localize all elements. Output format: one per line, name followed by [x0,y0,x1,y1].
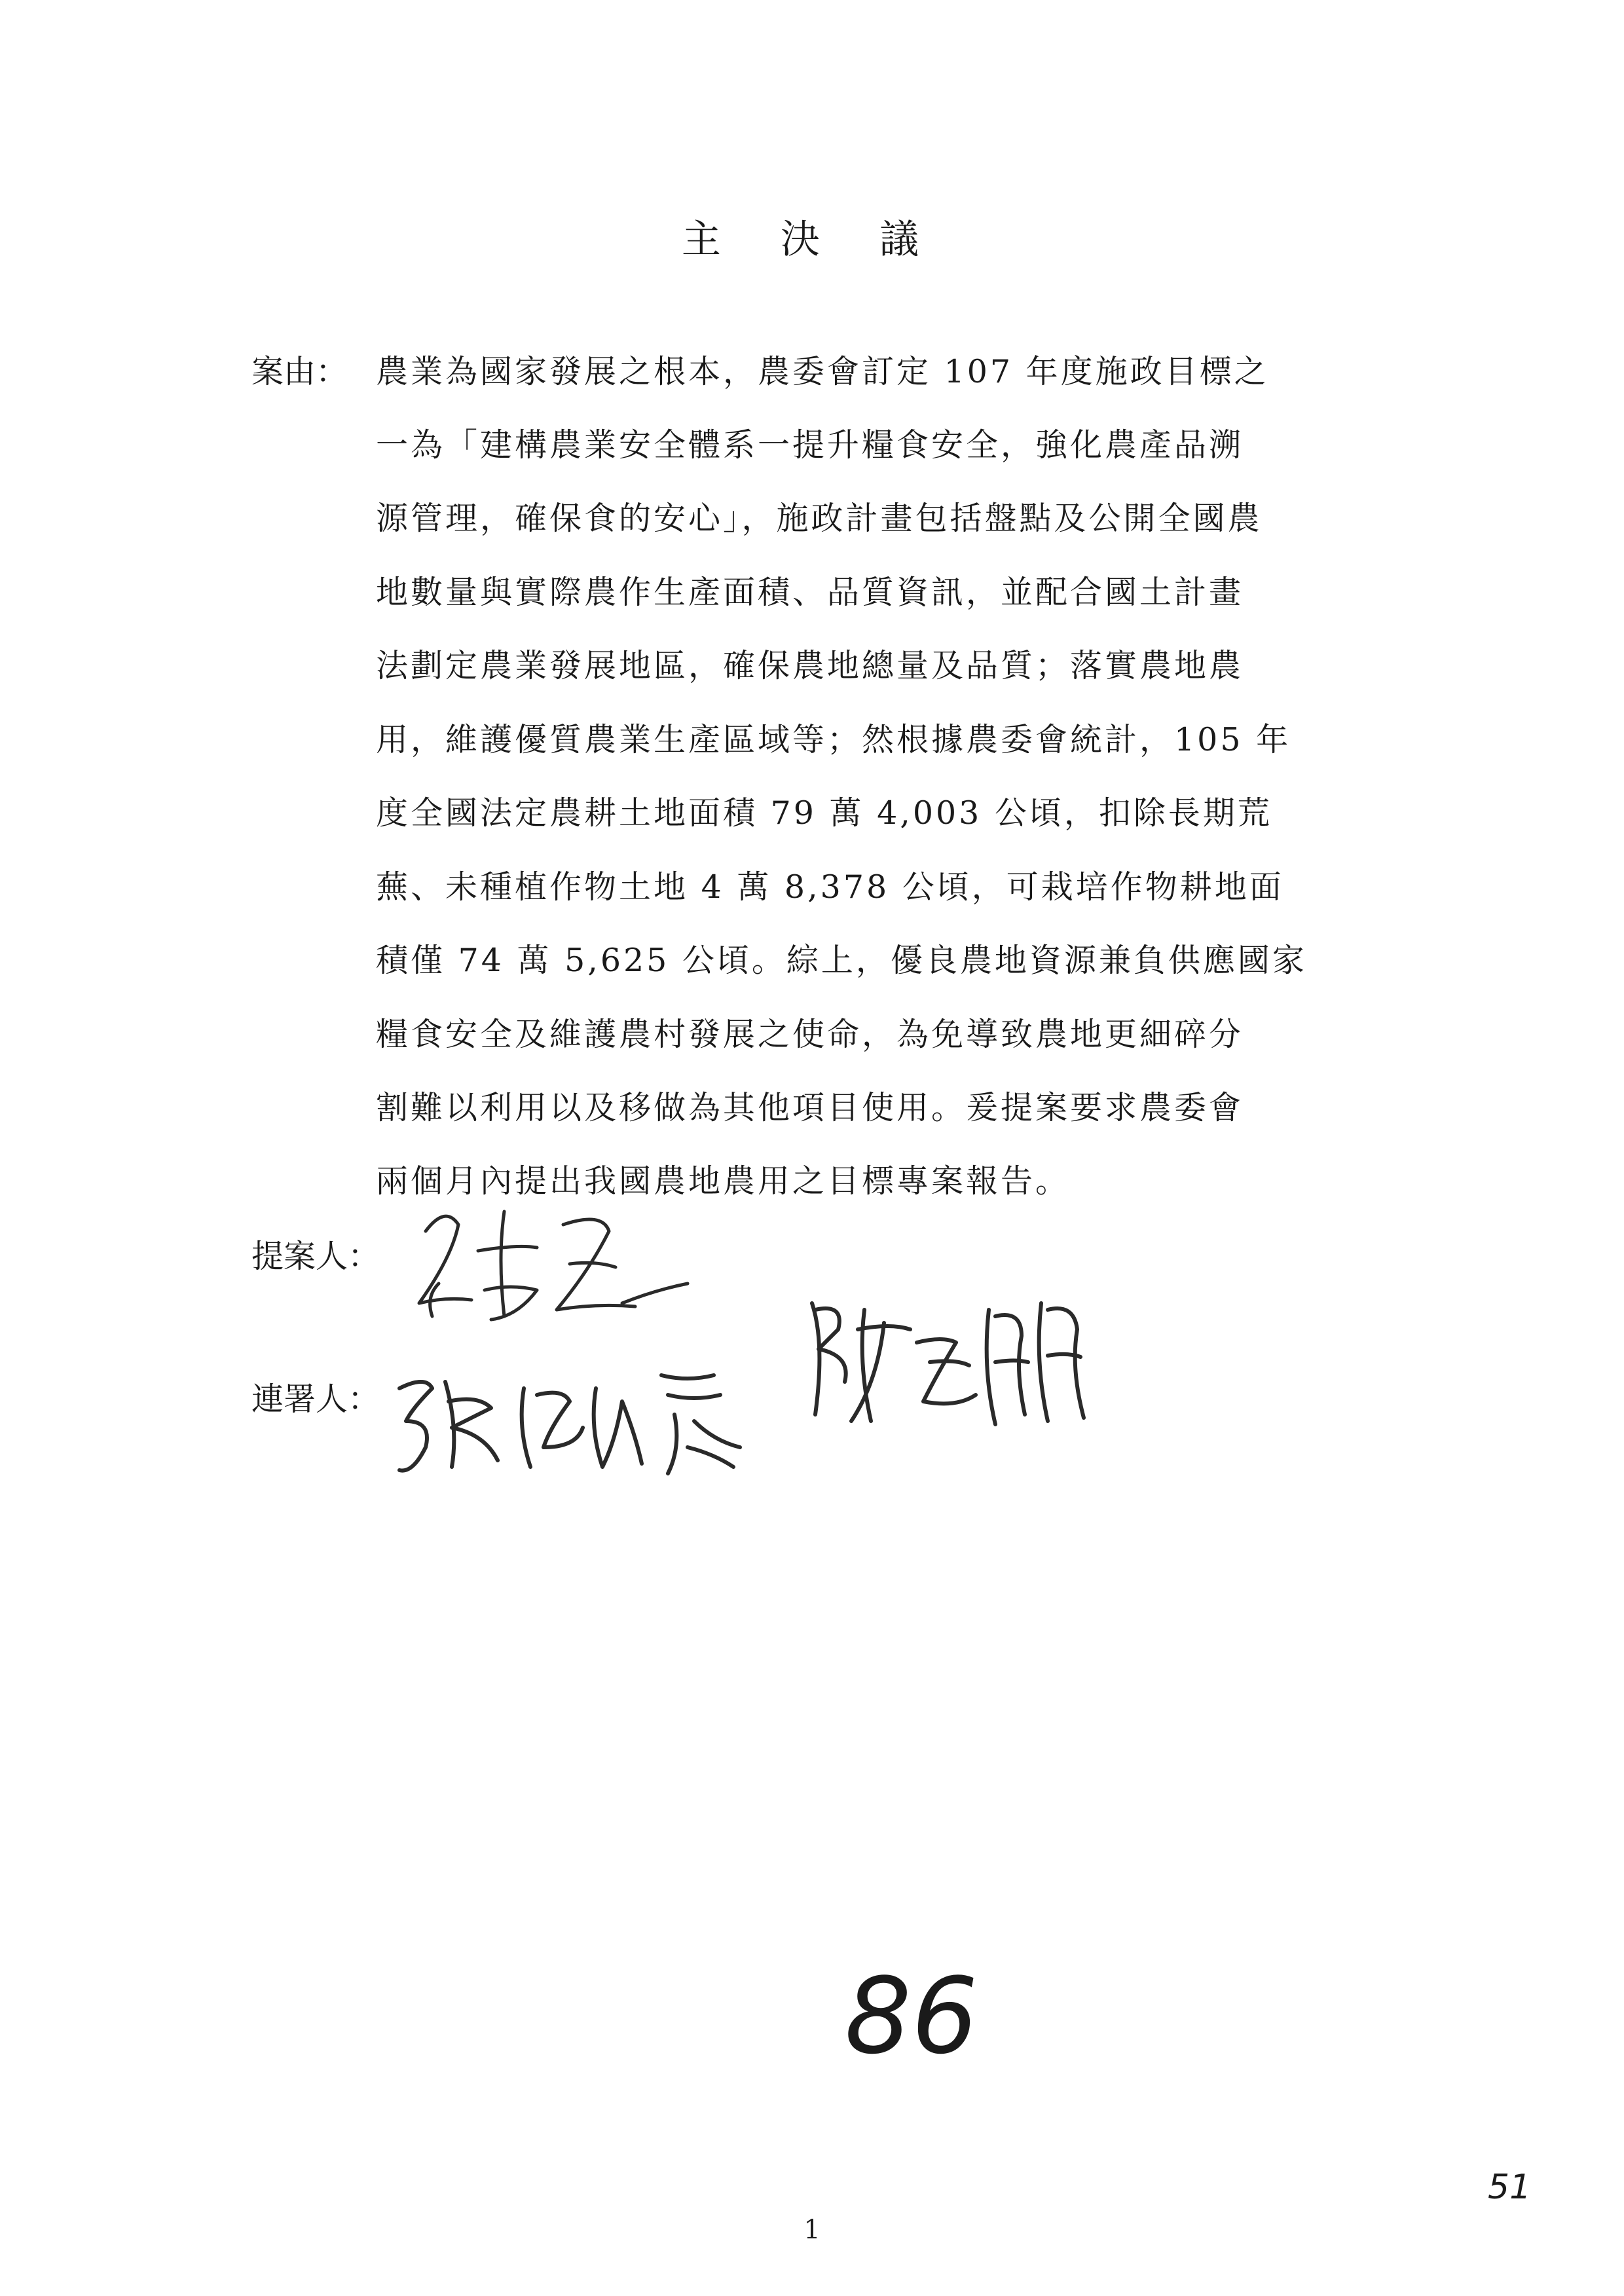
cosigner-signature-2 [799,1284,1100,1434]
case-label: 案由： [251,353,348,390]
case-line: 積僅 74 萬 5,625 公頃。綜上，優良農地資源兼負供應國家 [376,942,1307,979]
case-line: 度全國法定農耕土地面積 79 萬 4,003 公頃，扣除長期荒 [376,794,1272,832]
cosigner-signature-1 [386,1349,753,1480]
document-title: 主 決 議 [681,217,943,263]
case-line: 用，維護優質農業生產區域等；然根據農委會統計，105 年 [376,721,1291,758]
case-line: 蕪、未種植作物土地 4 萬 8,378 公頃，可栽培作物耕地面 [376,868,1284,906]
case-line: 法劃定農業發展地區，確保農地總量及品質；落實農地農 [376,647,1244,684]
proposer-signature [406,1185,694,1349]
case-line: 割難以利用以及移做為其他項目使用。爰提案要求農委會 [376,1089,1244,1126]
case-line: 兩個月內提出我國農地農用之目標專案報告。 [376,1162,1071,1200]
case-line: 一為「建構農業安全體系一提升糧食安全，強化農產品溯 [376,426,1244,464]
proposer-label: 提案人： [251,1238,380,1275]
cosigner-label: 連署人： [251,1380,380,1418]
case-line: 糧食安全及維護農村發展之使命，為免導致農地更細碎分 [376,1016,1244,1053]
handwritten-number: 86 [845,1955,978,2077]
proposer-row [251,1231,380,1277]
case-line: 地數量與實際農作生產面積、品質資訊，並配合國土計畫 [376,574,1244,611]
cosigner-row [251,1374,380,1420]
page-number: 1 [803,2215,821,2245]
case-line: 源管理，確保食的安心」，施政計畫包括盤點及公開全國農 [376,500,1263,537]
corner-number: 51 [1488,2168,1532,2207]
case-line: 農業為國家發展之根本，農委會訂定 107 年度施政目標之 [376,353,1269,390]
